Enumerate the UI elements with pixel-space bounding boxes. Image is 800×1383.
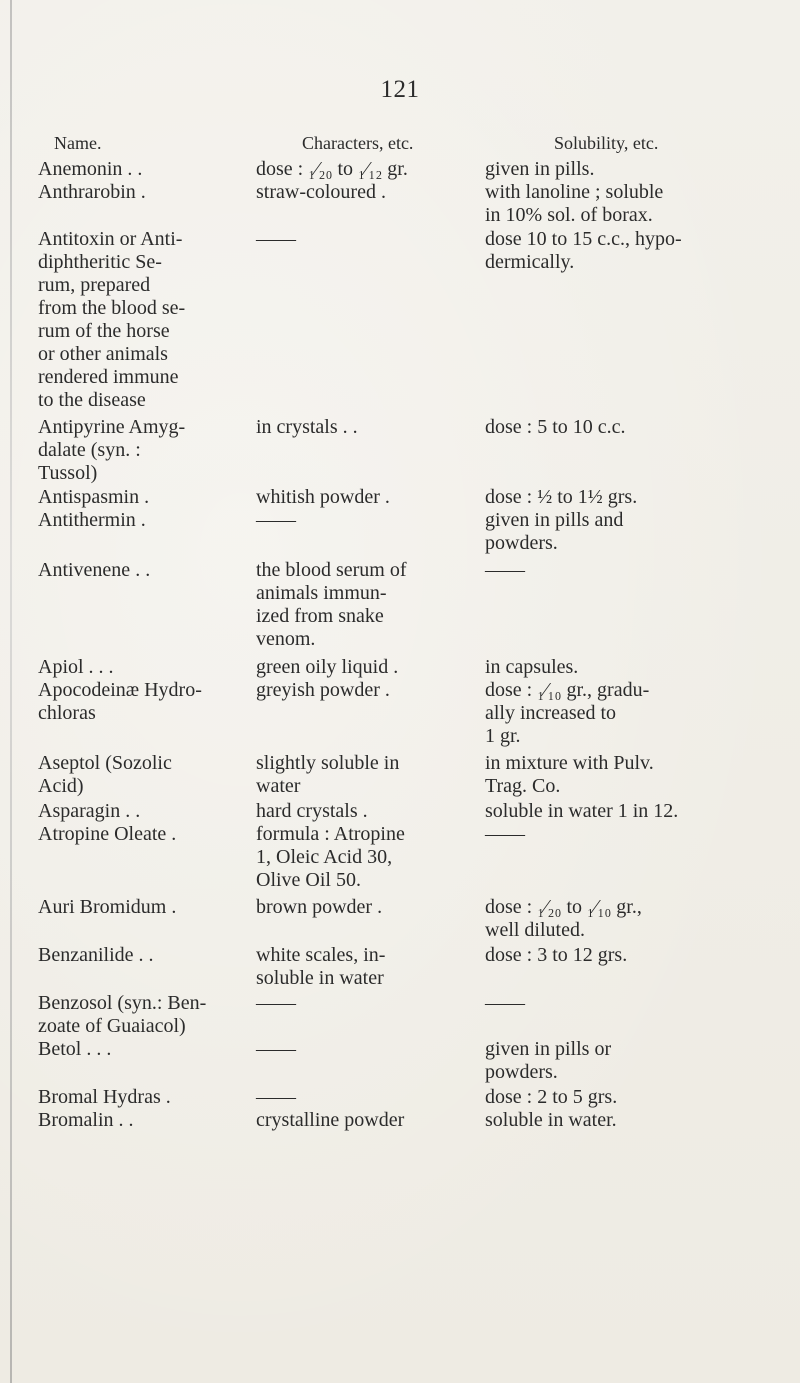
drug-name: Apiol . . .: [38, 656, 114, 678]
drug-name: Aseptol (Sozolic Acid): [38, 752, 172, 797]
drug-characters: crystalline powder: [256, 1109, 405, 1131]
drug-name: Benzosol (syn.: Ben- zoate of Guaiacol): [38, 992, 207, 1037]
drug-name: Antithermin .: [38, 509, 146, 531]
drug-solubility: in mixture with Pulv. Trag. Co.: [485, 752, 654, 797]
drug-solubility: given in pills or powders.: [485, 1038, 612, 1083]
drug-solubility: dose : 3 to 12 grs.: [485, 944, 628, 966]
drug-solubility: given in pills.: [485, 158, 595, 180]
drug-characters: white scales, in- soluble in water: [256, 944, 386, 989]
header-name: Name.: [54, 133, 102, 153]
drug-characters: ——: [256, 228, 296, 250]
drug-characters: green oily liquid .: [256, 656, 399, 678]
drug-solubility: ——: [485, 559, 525, 581]
drug-name: Betol . . .: [38, 1038, 112, 1060]
drug-characters: greyish powder .: [256, 679, 390, 701]
drug-solubility: dose : ₁⁄₁₀ gr., gradu- ally increased to 1 gr.: [485, 679, 650, 747]
drug-characters: whitish powder .: [256, 486, 390, 508]
drug-solubility: dose : 5 to 10 c.c.: [485, 416, 626, 438]
drug-characters: ——: [256, 509, 296, 531]
drug-solubility: ——: [485, 823, 525, 845]
page-number: 121: [380, 76, 420, 103]
drug-solubility: soluble in water.: [485, 1109, 617, 1131]
drug-name: Apocodeinæ Hydro- chloras: [38, 679, 202, 724]
drug-name: Antivenene . .: [38, 559, 151, 581]
drug-characters: formula : Atropine 1, Oleic Acid 30, Olive Oil 50.: [256, 823, 405, 891]
drug-characters: straw-coloured .: [256, 181, 386, 203]
header-solubility: Solubility, etc.: [554, 133, 659, 153]
drug-solubility: dose 10 to 15 c.c., hypo- dermically.: [485, 228, 682, 273]
drug-name: Benzanilide . .: [38, 944, 154, 966]
drug-name: Auri Bromidum .: [38, 896, 177, 918]
drug-solubility: dose : ₁⁄₂₀ to ₁⁄₁₀ gr., well diluted.: [485, 896, 642, 941]
drug-name: Atropine Oleate .: [38, 823, 177, 845]
drug-characters: ——: [256, 992, 296, 1014]
drug-characters: ——: [256, 1086, 296, 1108]
drug-name: Bromal Hydras .: [38, 1086, 171, 1108]
drug-characters: dose : ₁⁄₂₀ to ₁⁄₁₂ gr.: [256, 158, 408, 180]
drug-solubility: soluble in water 1 in 12.: [485, 800, 679, 822]
page-gutter-edge: [10, 0, 12, 1383]
drug-solubility: given in pills and powders.: [485, 509, 624, 554]
drug-name: Asparagin . .: [38, 800, 141, 822]
drug-characters: ——: [256, 1038, 296, 1060]
drug-characters: the blood serum of animals immun- ized from snake venom.: [256, 559, 407, 650]
drug-characters: in crystals . .: [256, 416, 358, 438]
drug-solubility: dose : ½ to 1½ grs.: [485, 486, 638, 508]
drug-name: Antitoxin or Anti- diphtheritic Se- rum, prepared from the blood se- rum of the horse or other animals rendered immune to the disease: [38, 228, 186, 411]
drug-characters: brown powder .: [256, 896, 383, 918]
drug-characters: slightly soluble in water: [256, 752, 400, 797]
drug-name: Antispasmin .: [38, 486, 150, 508]
drug-solubility: dose : 2 to 5 grs.: [485, 1086, 618, 1108]
drug-name: Anemonin . .: [38, 158, 143, 180]
header-characters: Characters, etc.: [302, 133, 414, 153]
drug-name: Antipyrine Amyg- dalate (syn. : Tussol): [38, 416, 186, 484]
drug-name: Anthrarobin .: [38, 181, 146, 203]
drug-solubility: with lanoline ; soluble in 10% sol. of borax.: [485, 181, 664, 226]
drug-solubility: ——: [485, 992, 525, 1014]
drug-characters: hard crystals .: [256, 800, 368, 822]
drug-solubility: in capsules.: [485, 656, 579, 678]
drug-name: Bromalin . .: [38, 1109, 134, 1131]
